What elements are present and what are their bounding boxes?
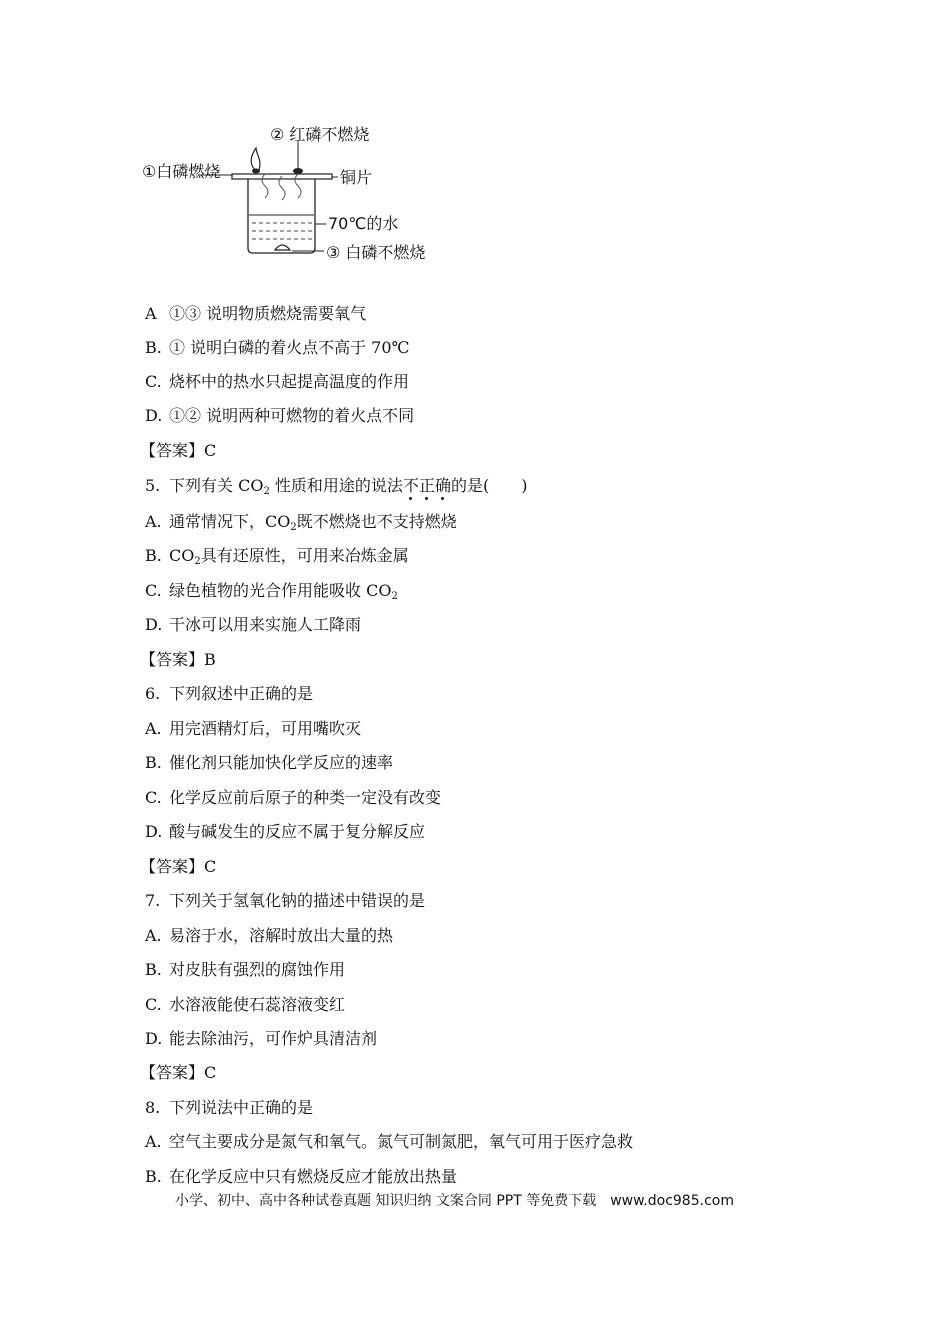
beaker <box>248 179 315 253</box>
q7-answer: 【答案】C <box>140 1063 217 1082</box>
q5-answer: 【答案】B <box>140 650 216 669</box>
label-red-phosphorus: ② 红磷不燃烧 <box>270 125 370 144</box>
q4-option-d: D. ①② 说明两种可燃物的着火点不同 <box>145 406 415 425</box>
q5-option-b: B. $CO_2$具有还原性，可用来冶炼金属 <box>145 546 409 567</box>
q7-option-d: D. 能去除油污，可作炉具清洁剂 <box>145 1029 378 1048</box>
q5-option-c: C. 绿色植物的光合作用能吸收 $CO_2$ <box>145 581 398 602</box>
q6-option-c: C. 化学反应前后原子的种类一定没有改变 <box>145 788 442 807</box>
q8-stem: 8. 下列说法中正确的是 <box>145 1098 314 1117</box>
label-white-phosphorus-underwater: ③ 白磷不燃烧 <box>326 243 426 262</box>
label-white-phosphorus-burning: ①白磷燃烧 <box>142 162 221 181</box>
combustion-experiment-diagram <box>140 118 440 273</box>
white-phosphorus-top <box>252 169 260 174</box>
q5-stem: 5. 下列有关 $CO_2$ 性质和用途的说法不正确的是( ) <box>145 476 528 497</box>
q7-option-a: A. 易溶于水，溶解时放出大量的热 <box>145 926 394 945</box>
q5-option-a: A. 通常情况下，$CO_2$既不燃烧也不支持燃烧 <box>145 512 457 533</box>
q7-option-c: C. 水溶液能使石蕊溶液变红 <box>145 995 346 1014</box>
flame-icon <box>251 148 260 170</box>
q6-stem: 6. 下列叙述中正确的是 <box>145 684 314 703</box>
q7-stem: 7. 下列关于氢氧化钠的描述中错误的是 <box>145 891 426 910</box>
red-phosphorus <box>293 168 303 174</box>
q8-option-b: B. 在化学反应中只有燃烧反应才能放出热量 <box>145 1167 458 1186</box>
q6-option-b: B. 催化剂只能加快化学反应的速率 <box>145 753 394 772</box>
q4-option-c: C. 烧杯中的热水只起提高温度的作用 <box>145 372 410 391</box>
white-phosphorus-underwater <box>275 245 290 250</box>
q6-answer: 【答案】C <box>140 857 217 876</box>
q7-option-b: B. 对皮肤有强烈的腐蚀作用 <box>145 960 346 979</box>
q4-option-b: B. ① 说明白磷的着火点不高于 70℃ <box>145 338 410 357</box>
footer-download-note: 小学、初中、高中各种试卷真题 知识归纳 文案合同 PPT 等免费下载 www.doc985.com <box>175 1193 734 1209</box>
q6-option-a: A. 用完酒精灯后，可用嘴吹灭 <box>145 719 362 738</box>
label-copper: 铜片 <box>340 168 373 187</box>
q4-answer: 【答案】C <box>140 441 217 460</box>
label-water: 70℃的水 <box>328 214 399 233</box>
steam-middle <box>279 176 285 200</box>
q6-option-d: D. 酸与碱发生的反应不属于复分解反应 <box>145 822 426 841</box>
q8-option-a: A. 空气主要成分是氮气和氧气。氮气可制氮肥，氧气可用于医疗急救 <box>145 1132 634 1151</box>
q4-option-a: A ①③ 说明物质燃烧需要氧气 <box>145 304 367 323</box>
q5-option-d: D. 干冰可以用来实施人工降雨 <box>145 615 362 634</box>
